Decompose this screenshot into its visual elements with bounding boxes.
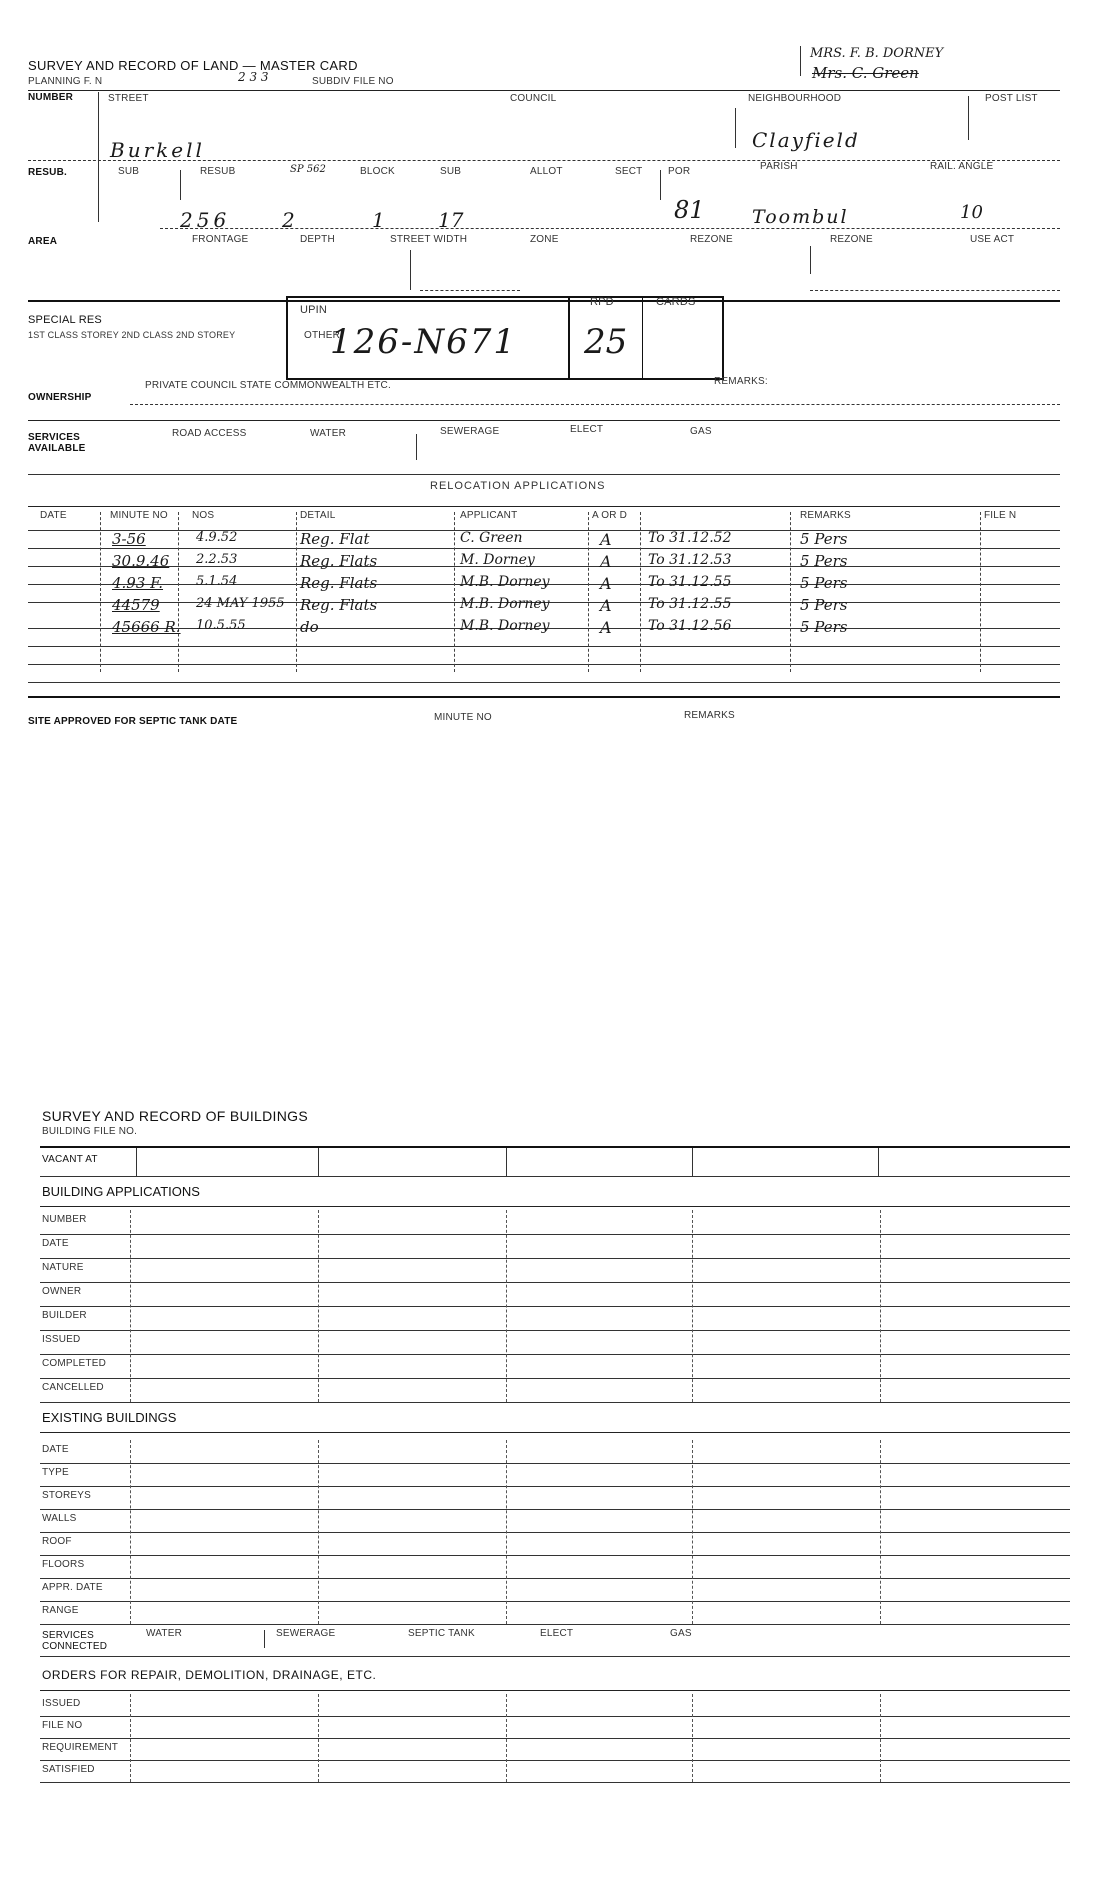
application-cell: C. Green — [460, 530, 523, 546]
street-value: Burkell — [110, 138, 205, 162]
bc-service-water: WATER — [146, 1628, 182, 1639]
row-label: BUILDER — [42, 1310, 87, 1321]
service-sewerage: SEWERAGE — [440, 426, 500, 437]
number-row-label: NUMBER — [28, 92, 74, 103]
row-label: FLOORS — [42, 1559, 85, 1570]
row-label: COMPLETED — [42, 1358, 107, 1369]
application-cell: To 31.12.55 — [648, 596, 732, 612]
septic-label: SITE APPROVED FOR SEPTIC TANK DATE — [28, 716, 238, 727]
application-cell: To 31.12.52 — [648, 530, 732, 546]
applications-col-header: FILE N — [984, 510, 1017, 521]
street-caption: STREET — [108, 93, 149, 104]
applications-col-header: REMARKS — [800, 510, 851, 521]
parish-caption: PARISH — [760, 161, 798, 172]
row-label: APPR. DATE — [42, 1582, 103, 1593]
application-cell: 2.2.53 — [196, 552, 238, 567]
sub-caption: SUB — [118, 166, 140, 177]
upin-label: UPIN — [300, 304, 328, 316]
application-cell: A — [600, 530, 612, 549]
row-label: OWNER — [42, 1286, 82, 1297]
resub-value: 2 — [282, 208, 295, 232]
rezone2-caption: REZONE — [830, 234, 873, 245]
building-card-title: SURVEY AND RECORD OF BUILDINGS — [42, 1108, 308, 1124]
rpd-value: 25 — [584, 322, 628, 362]
row-label: SATISFIED — [42, 1764, 95, 1775]
class-storey-label: 1ST CLASS STOREY 2ND CLASS 2ND STOREY — [28, 330, 236, 340]
owner-name-line1: MRS. F. B. DORNEY — [810, 46, 944, 61]
neighbourhood-value: Clayfield — [752, 128, 860, 152]
area-row-label: AREA — [28, 236, 58, 247]
row-label: ROOF — [42, 1536, 72, 1547]
street-width-caption: STREET WIDTH — [390, 234, 468, 245]
row-label: CANCELLED — [42, 1382, 104, 1393]
application-cell: 4.93 F. — [112, 574, 164, 592]
bc-service-gas: GAS — [670, 1628, 692, 1639]
row-label: REQUIREMENT — [42, 1742, 119, 1753]
services-connected-label: SERVICES CONNECTED — [42, 1630, 108, 1652]
row-label: DATE — [42, 1238, 69, 1249]
application-cell: A — [600, 552, 612, 571]
rpd-label: RPD — [590, 296, 614, 308]
service-road-access: ROAD ACCESS — [172, 428, 247, 439]
application-cell: M.B. Dorney — [460, 618, 550, 634]
application-cell: To 31.12.55 — [648, 574, 732, 590]
application-cell: 4.9.52 — [196, 530, 238, 545]
bc-service-septic: SEPTIC TANK — [408, 1628, 475, 1639]
post-list-caption: POST LIST — [985, 93, 1038, 104]
building-file-label: BUILDING FILE NO. — [42, 1126, 138, 1137]
application-cell: M.B. Dorney — [460, 596, 550, 612]
rail-caption: RAIL. ANGLE — [930, 161, 994, 172]
bc-service-sewerage: SEWERAGE — [276, 1628, 336, 1639]
application-cell: 5 Pers — [800, 530, 848, 548]
sect-caption: SECT — [615, 166, 643, 177]
block-value: 1 — [372, 208, 385, 232]
row-label: DATE — [42, 1444, 69, 1455]
application-cell: 5.1.54 — [196, 574, 238, 589]
application-cell: Reg. Flats — [300, 596, 378, 614]
other-label: OTHER — [304, 330, 340, 341]
applications-col-header: APPLICANT — [460, 510, 518, 521]
upin-value: 126-N671 — [330, 322, 518, 362]
parish-value: Toombul — [752, 206, 849, 228]
ownership-options: PRIVATE COUNCIL STATE COMMONWEALTH ETC. — [145, 380, 391, 391]
service-water: WATER — [310, 428, 346, 439]
block-caption: BLOCK — [360, 166, 395, 177]
row-label: ISSUED — [42, 1334, 81, 1345]
row-label: FILE NO — [42, 1720, 83, 1731]
application-cell: To 31.12.53 — [648, 552, 732, 568]
allot-caption: ALLOT — [530, 166, 563, 177]
septic-minute-label: MINUTE NO — [434, 712, 492, 723]
row-label: STOREYS — [42, 1490, 92, 1501]
rezone-caption: REZONE — [690, 234, 733, 245]
orders-heading: ORDERS FOR REPAIR, DEMOLITION, DRAINAGE, ETC. — [42, 1668, 377, 1682]
por-value: 81 — [674, 196, 705, 224]
services-available-label: SERVICES AVAILABLE — [28, 432, 86, 454]
ownership-label: OWNERSHIP — [28, 392, 92, 403]
applications-heading: RELOCATION APPLICATIONS — [430, 480, 606, 492]
application-cell: 24 MAY 1955 — [196, 596, 285, 611]
sub2-caption: SUB — [440, 166, 462, 177]
sub2-value: 17 — [438, 208, 464, 232]
building-applications-heading: BUILDING APPLICATIONS — [42, 1184, 200, 1199]
special-res-label: SPECIAL RES — [28, 314, 102, 326]
existing-buildings-heading: EXISTING BUILDINGS — [42, 1410, 177, 1425]
applications-col-header: NOS — [192, 510, 215, 521]
application-cell: A — [600, 574, 612, 593]
cards-label: CARDS — [656, 296, 696, 308]
service-elect: ELECT — [570, 424, 604, 435]
ownership-remarks-label: REMARKS: — [714, 376, 768, 387]
rail-value: 10 — [960, 202, 983, 223]
depth-caption: DEPTH — [300, 234, 335, 245]
resub-row-label: RESUB. — [28, 167, 67, 178]
application-cell: 5 Pers — [800, 596, 848, 614]
row-label: TYPE — [42, 1467, 69, 1478]
application-cell: To 31.12.56 — [648, 618, 732, 634]
planning-file-label: PLANNING F. N — [28, 76, 103, 87]
applications-col-header: DATE — [40, 510, 67, 521]
applications-col-header: DETAIL — [300, 510, 336, 521]
row-label: NUMBER — [42, 1214, 87, 1225]
sub-value: 256 — [180, 208, 231, 232]
application-cell: 45666 R. — [112, 618, 181, 636]
row-label: ISSUED — [42, 1698, 81, 1709]
applications-col-header: A OR D — [592, 510, 628, 521]
use-act-caption: USE ACT — [970, 234, 1015, 245]
application-cell: 44579 — [112, 596, 160, 614]
application-cell: M.B. Dorney — [460, 574, 550, 590]
application-cell: A — [600, 618, 612, 637]
vacant-at-label: VACANT AT — [42, 1154, 98, 1165]
application-cell: 5 Pers — [800, 618, 848, 636]
application-cell: do — [300, 618, 319, 636]
por-caption: POR — [668, 166, 691, 177]
service-gas: GAS — [690, 426, 712, 437]
application-cell: 5 Pers — [800, 552, 848, 570]
application-cell: A — [600, 596, 612, 615]
bc-service-elect: ELECT — [540, 1628, 574, 1639]
application-cell: Reg. Flats — [300, 552, 378, 570]
application-cell: 5 Pers — [800, 574, 848, 592]
council-caption: COUNCIL — [510, 93, 557, 104]
neighbourhood-caption: NEIGHBOURHOOD — [748, 93, 842, 104]
subdiv-file-value: 2 3 3 — [238, 70, 269, 84]
application-cell: Reg. Flats — [300, 574, 378, 592]
applications-col-header: MINUTE NO — [110, 510, 168, 521]
application-cell: M. Dorney — [460, 552, 535, 568]
application-cell: 10.5.55 — [196, 618, 246, 633]
application-cell: Reg. Flat — [300, 530, 370, 548]
frontage-caption: FRONTAGE — [192, 234, 249, 245]
resub-caption: RESUB — [200, 166, 236, 177]
application-cell: 3-56 — [112, 530, 146, 548]
resub-extra: SP 562 — [290, 164, 326, 175]
septic-remarks-label: REMARKS — [684, 710, 735, 721]
land-card-title: SURVEY AND RECORD OF LAND — MASTER CARD — [28, 58, 358, 73]
application-cell: 30.9.46 — [112, 552, 170, 570]
row-label: NATURE — [42, 1262, 84, 1273]
row-label: RANGE — [42, 1605, 79, 1616]
row-label: WALLS — [42, 1513, 77, 1524]
zone-caption: ZONE — [530, 234, 559, 245]
owner-name-line2: Mrs. C. Green — [812, 64, 919, 82]
subdiv-file-label: SUBDIV FILE NO — [312, 76, 394, 87]
